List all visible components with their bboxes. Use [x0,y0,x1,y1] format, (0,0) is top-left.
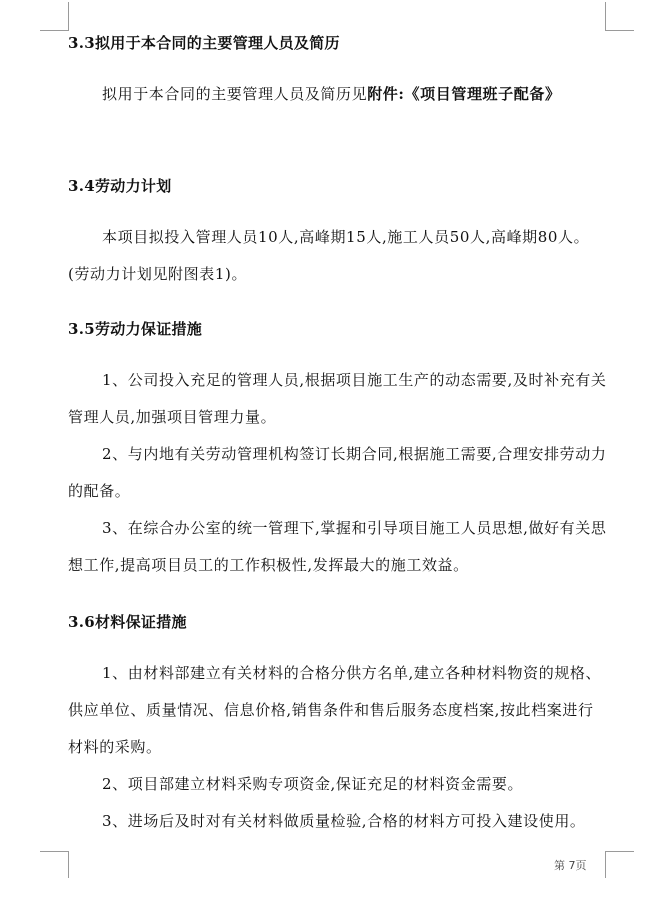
paragraph-3-5-2: 2、与内地有关劳动管理机构签订长期合同,根据施工需要,合理安排劳动力的配备。 [68,445,607,500]
paragraph-3-5-1: 1、公司投入充足的管理人员,根据项目施工生产的动态需要,及时补充有关管理人员,加强项目管理力量。 [68,371,607,426]
crop-mark-top-right [605,2,634,31]
paragraph-text: 拟用于本合同的主要管理人员及简历见 [102,85,368,103]
paragraph-3-3-1 [68,76,608,113]
section-heading-3-6: 3.6材料保证措施 [68,613,187,631]
crop-mark-top-left [40,2,69,31]
paragraph-3-4-1: 本项目拟投入管理人员10人,高峰期15人,施工人员50人,高峰期80人。(劳动力计划见附图表1)。 [68,228,590,283]
paragraph-3-5-3: 3、在综合办公室的统一管理下,掌握和引导项目施工人员思想,做好有关思想工作,提高项目员工的工作积极性,发挥最大的施工效益。 [68,519,607,574]
attachment-reference: 附件:《项目管理班子配备》 [367,85,561,103]
paragraph-3-6-2: 2、项目部建立材料采购专项资金,保证充足的材料资金需要。 [102,775,524,793]
paragraph-3-6-3: 3、进场后及时对有关材料做质量检验,合格的材料方可投入建设使用。 [102,812,586,830]
paragraph-3-6-1: 1、由材料部建立有关材料的合格分供方名单,建立各种材料物资的规格、供应单位、质量情况、信息价格,销售条件和售后服务态度档案,按此档案进行材料的采购。 [68,664,602,756]
section-heading-3-4: 3.4劳动力计划 [68,177,172,195]
crop-mark-bottom-left [40,851,69,878]
crop-mark-bottom-right [605,851,634,878]
section-heading-3-5: 3.5劳动力保证措施 [68,320,203,338]
section-heading-3-3: 3.3拟用于本合同的主要管理人员及简历 [68,34,340,52]
page-number: 第 7页 [554,859,587,872]
